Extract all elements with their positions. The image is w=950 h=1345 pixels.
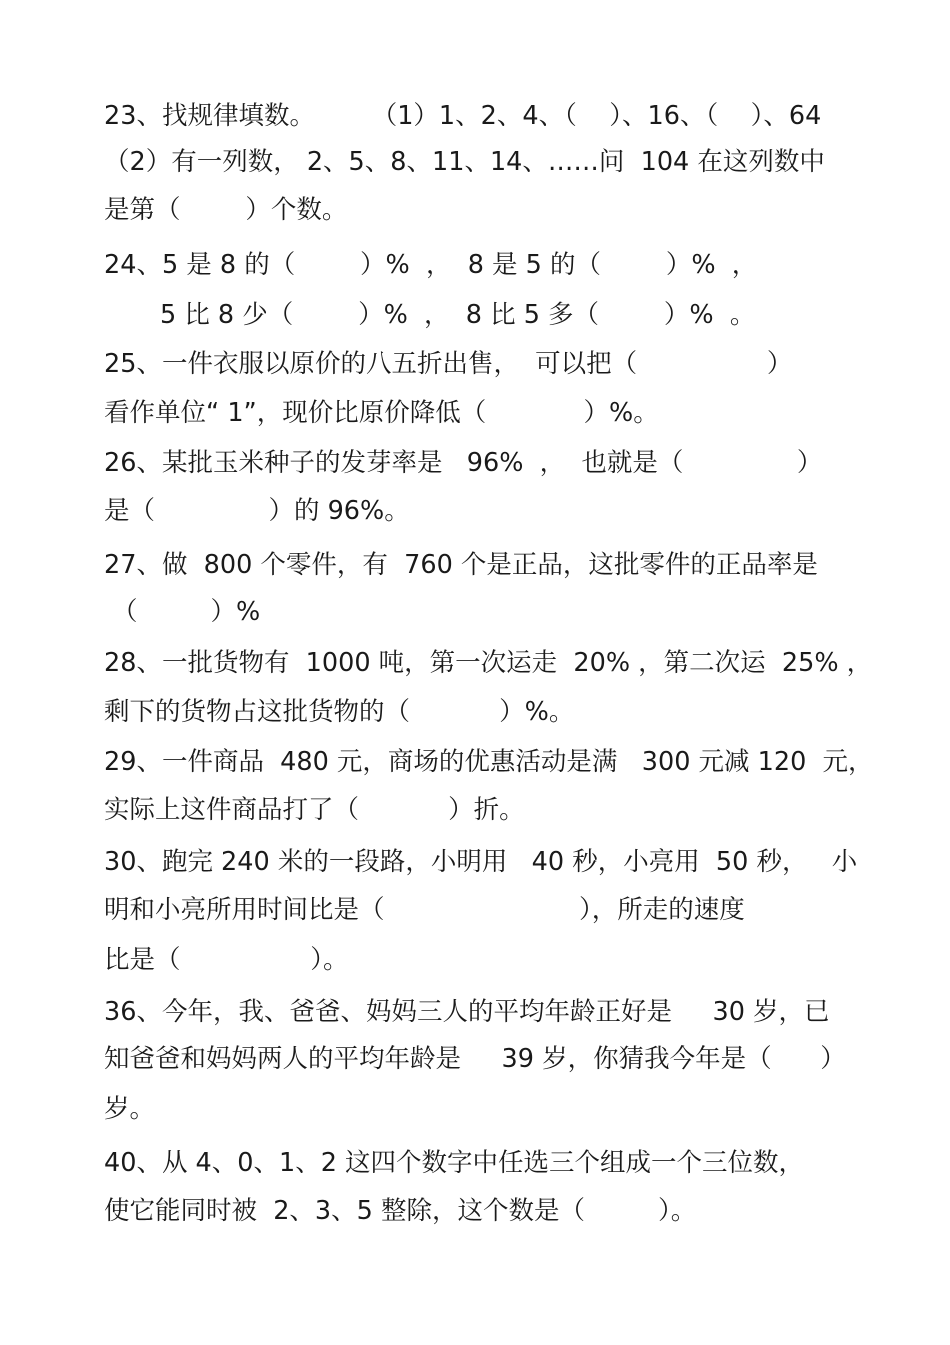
question-line: 40、从 4、0、1、2 这四个数字中任选三个组成一个三位数， (104, 1148, 805, 1178)
question-line: 25、一件衣服以原价的八五折出售， 可以把（ ） (104, 349, 793, 379)
question-line: 实际上这件商品打了（ ）折。 (104, 795, 525, 825)
question-line: 明和小亮所用时间比是（ ），所走的速度 (104, 895, 745, 925)
question-line: 剩下的货物占这批货物的（ ）%。 (104, 697, 575, 727)
question-line: 岁。 (104, 1094, 156, 1124)
question-line: 27、做 800 个零件，有 760 个是正品，这批零件的正品率是 (104, 550, 818, 580)
question-line: 看作单位“ 1”，现价比原价降低（ ）%。 (104, 398, 659, 428)
question-line: 使它能同时被 2、3、5 整除，这个数是（ ）。 (104, 1196, 697, 1226)
question-line: （2）有一列数， 2、5、8、11、14、……问 104 在这列数中 (104, 147, 825, 177)
question-line: 36、今年，我、爸爸、妈妈三人的平均年龄正好是 30 岁，已 (104, 997, 830, 1027)
question-line: 23、找规律填数。 （1）1、2、4、（ ）、16、（ ）、64 (104, 101, 822, 131)
question-line: 28、一批货物有 1000 吨，第一次运走 20% ，第二次运 25% ， (104, 648, 873, 678)
question-line: （ ）% (112, 597, 261, 627)
question-line: 5 比 8 少（ ）% ， 8 比 5 多（ ）% 。 (160, 300, 756, 330)
question-line: 26、某批玉米种子的发芽率是 96% ， 也就是（ ） (104, 448, 823, 478)
question-line: 30、跑完 240 米的一段路，小明用 40 秒，小亮用 50 秒， 小 (104, 847, 858, 877)
question-line: 知爸爸和妈妈两人的平均年龄是 39 岁，你猜我今年是（ ） (104, 1044, 846, 1074)
question-line: 是第（ ）个数。 (104, 195, 348, 225)
question-line: 比是（ ）。 (104, 945, 349, 975)
question-line: 是（ ）的 96%。 (104, 496, 410, 526)
question-line: 29、一件商品 480 元，商场的优惠活动是满 300 元减 120 元， (104, 747, 874, 777)
question-line: 24、5 是 8 的（ ）% ， 8 是 5 的（ ）% ， (104, 250, 758, 280)
